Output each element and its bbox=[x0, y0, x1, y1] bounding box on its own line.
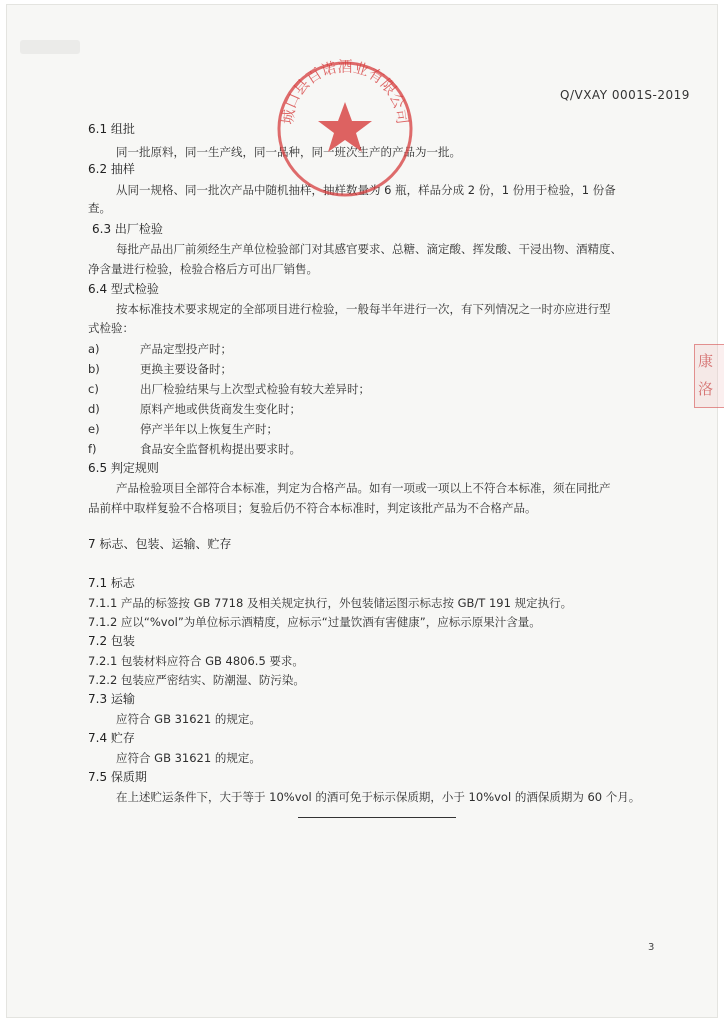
section-heading: 6.5 判定规则 bbox=[88, 461, 159, 475]
body-line: 7.2.2 包装应严密结实、防潮湿、防污染。 bbox=[88, 673, 305, 687]
body-line: 原料产地或供货商发生变化时； bbox=[140, 402, 301, 416]
side-seal-char: 洛 bbox=[698, 380, 714, 398]
section-heading: 7.2 包装 bbox=[88, 634, 135, 648]
body-line: 更换主要设备时； bbox=[140, 362, 232, 376]
body-line: b) bbox=[88, 362, 100, 376]
page-number: 3 bbox=[648, 942, 655, 953]
body-line: c) bbox=[88, 382, 99, 396]
section-heading: 6.4 型式检验 bbox=[88, 282, 159, 296]
section-heading: 7.5 保质期 bbox=[88, 770, 147, 784]
body-line: 食品安全监督机构提出要求时。 bbox=[140, 442, 301, 456]
body-line: 从同一规格、同一批次产品中随机抽样，抽样数量为 6 瓶，样品分成 2 份，1 份用于检验，1 份备 bbox=[116, 183, 616, 197]
end-rule bbox=[298, 817, 456, 818]
body-line: 应符合 GB 31621 的规定。 bbox=[116, 712, 261, 726]
section-heading: 7.4 贮存 bbox=[88, 731, 135, 745]
body-line: 产品检验项目全部符合本标准，判定为合格产品。如有一项或一项以上不符合本标准，须在同批产 bbox=[116, 481, 611, 495]
section-heading: 6.2 抽样 bbox=[88, 162, 135, 176]
body-line: 同一批原料，同一生产线，同一品种，同一班次生产的产品为一批。 bbox=[116, 145, 461, 159]
scan-smudge bbox=[20, 40, 80, 54]
standard-code: Q/VXAY 0001S-2019 bbox=[560, 88, 690, 102]
body-line: 品前样中取样复验不合格项目；复验后仍不符合本标准时，判定该批产品为不合格产品。 bbox=[88, 501, 537, 515]
side-seal-char: 康 bbox=[698, 352, 714, 370]
body-line: 出厂检验结果与上次型式检验有较大差异时； bbox=[140, 382, 370, 396]
section-heading: 6.1 组批 bbox=[88, 122, 135, 136]
section-heading: 7.1 标志 bbox=[88, 576, 135, 590]
body-line: 查。 bbox=[88, 201, 111, 215]
body-line: 在上述贮运条件下，大于等于 10%vol 的酒可免于标示保质期，小于 10%vol 的酒保质期为 60 个月。 bbox=[116, 790, 641, 804]
body-line: 每批产品出厂前须经生产单位检验部门对其感官要求、总糖、滴定酸、挥发酸、干浸出物、酒精度、 bbox=[116, 242, 622, 256]
body-line: f) bbox=[88, 442, 97, 456]
section-heading: 7 标志、包装、运输、贮存 bbox=[88, 537, 232, 551]
company-seal bbox=[272, 56, 418, 202]
body-line: e) bbox=[88, 422, 100, 436]
body-line: 按本标准技术要求规定的全部项目进行检验，一般每半年进行一次，有下列情况之一时亦应进行型 bbox=[116, 302, 611, 316]
body-line: 停产半年以上恢复生产时； bbox=[140, 422, 278, 436]
section-heading: 6.3 出厂检验 bbox=[92, 222, 163, 236]
body-line: d) bbox=[88, 402, 100, 416]
section-heading: 7.3 运输 bbox=[88, 692, 135, 706]
body-line: 应符合 GB 31621 的规定。 bbox=[116, 751, 261, 765]
body-line: a) bbox=[88, 342, 100, 356]
body-line: 产品定型投产时； bbox=[140, 342, 232, 356]
body-line: 式检验： bbox=[88, 321, 134, 335]
body-line: 7.2.1 包装材料应符合 GB 4806.5 要求。 bbox=[88, 654, 304, 668]
body-line: 7.1.1 产品的标签按 GB 7718 及相关规定执行，外包装储运图示标志按 GB/T 191 规定执行。 bbox=[88, 596, 573, 610]
body-line: 7.1.2 应以“%vol”为单位标示酒精度，应标示“过量饮酒有害健康”，应标示原果汁含量。 bbox=[88, 615, 541, 629]
seal-text: 城口县百诺酒业有限公司 bbox=[278, 57, 412, 126]
side-seal bbox=[694, 344, 724, 408]
seal-star-icon bbox=[318, 102, 372, 152]
body-line: 净含量进行检验，检验合格后方可出厂销售。 bbox=[88, 262, 318, 276]
